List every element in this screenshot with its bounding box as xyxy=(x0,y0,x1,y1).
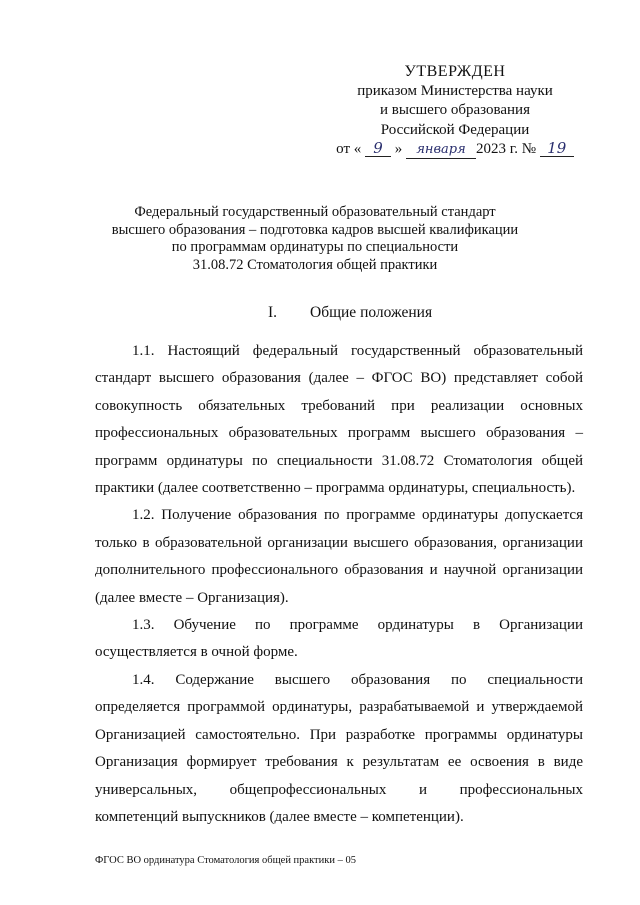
section-number: I. xyxy=(268,304,278,321)
handwritten-month: января xyxy=(406,142,476,159)
approval-date-line xyxy=(330,140,580,160)
date-mid: » xyxy=(394,141,403,157)
handwritten-order-number: 19 xyxy=(540,140,574,157)
paragraph-1-3: 1.3. Обучение по программе ординатуры в Организации осуществляется в очной форме. xyxy=(95,617,583,661)
section-title: Общие положения xyxy=(310,304,433,321)
approval-block xyxy=(330,62,580,160)
page-footer: ФГОС ВО ординатура Стоматология общей практики – 05 xyxy=(95,855,356,866)
approval-line-3: Российской Федерации xyxy=(380,121,530,138)
document-heading xyxy=(100,204,530,274)
approval-title: УТВЕРЖДЕН xyxy=(404,63,506,80)
paragraph-1-2: 1.2. Получение образования по программе ординатуры допускается только в образовательной организации высшего образования, организации дополнительного профессионального образования и научной организации (далее вместе – Организация). xyxy=(95,507,583,606)
heading-line-4: 31.08.72 Стоматология общей практики xyxy=(192,256,438,273)
paragraph-1-1: 1.1. Настоящий федеральный государственный образовательный стандарт высшего образования (далее – ФГОС ВО) представляет собой совокупность обязательных требований при реализации основных профессиональных образовательных программ высшего образования – программ ординатуры по специальности 31.08.72 Стоматология общей практики (далее соответственно – программа ординатуры, специальность). xyxy=(95,343,583,497)
approval-line-2: и высшего образования xyxy=(380,102,530,118)
year-text: 2023 г. № xyxy=(476,141,537,157)
date-prefix: от « xyxy=(336,141,362,157)
body-text xyxy=(95,338,583,831)
heading-line-1: Федеральный государственный образовательный стандарт xyxy=(134,204,496,220)
heading-line-3: по программам ординатуры по специальности xyxy=(171,239,459,255)
approval-line-1: приказом Министерства науки xyxy=(357,82,553,99)
paragraph-1-4: 1.4. Содержание высшего образования по специальности определяется программой ординатуры, разрабатываемой и утверждаемой Организацией самостоятельно. При разработке программы ординатуры Организация формирует требования к результатам ее освоения в виде универсальных, общепрофессиональных и профессиональных компетенций выпускников (далее вместе – компетенции). xyxy=(95,671,583,825)
handwritten-day: 9 xyxy=(365,140,391,157)
heading-line-2: высшего образования – подготовка кадров высшей квалификации xyxy=(111,221,519,238)
